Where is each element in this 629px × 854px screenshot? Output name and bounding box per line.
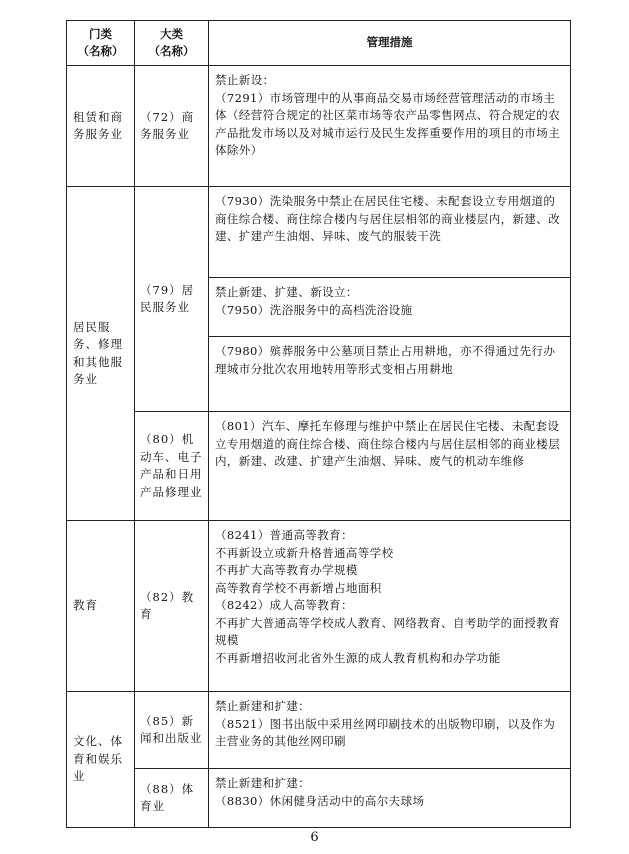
door-leasing: 租赁和商务服务业 <box>67 66 135 187</box>
table-row <box>67 187 571 278</box>
measure-7291: 禁止新设： （7291）市场管理中的从事商品交易市场经营管理活动的市场主体（经营符合规定的社区菜市场等农产品零售网点、符合规定的农产品批发市场以及对城市运行及民生发挥重要作用的项目的市场主体除外） <box>209 66 571 187</box>
measure-7950: 禁止新建、扩建、新设立： （7950）洗浴服务中的高档洗浴设施 <box>209 278 571 337</box>
policy-table-sheet <box>66 20 570 828</box>
category-88: （88）体育业 <box>135 769 209 828</box>
door-culture: 文化、体育和娱乐业 <box>67 692 135 828</box>
table-row <box>67 66 571 187</box>
page-number: 6 <box>310 830 319 845</box>
category-82: （82）教育 <box>135 521 209 692</box>
table-row <box>67 521 571 692</box>
category-72: （72）商务服务业 <box>135 66 209 187</box>
table-row <box>67 769 571 828</box>
policy-table <box>66 20 571 828</box>
category-80: （80）机动车、电子产品和日用产品修理业 <box>135 412 209 521</box>
door-education: 教育 <box>67 521 135 692</box>
table-row <box>67 692 571 769</box>
measure-824: （8241）普通高等教育： 不再新设立或新升格普通高等学校 不再扩大高等教育办学规模 高等教育学校不再新增占地面积 （8242）成人高等教育： 不再扩大普通高等学校成人教育、网络教育、自考助学的面授教育规模 不再新增招收河北省外生源的成人教育机构和办学功能 <box>209 521 571 692</box>
measure-7980: （7980）殡葬服务中公墓项目禁止占用耕地，亦不得通过先行办理城市分批次农用地转用等形式变相占用耕地 <box>209 337 571 412</box>
measure-801: （801）汽车、摩托车修理与维护中禁止在居民住宅楼、未配套设立专用烟道的商住综合楼、商住综合楼内与居住层相邻的商业楼层内，新建、改建、扩建产生油烟、异味、废气的机动车维修 <box>209 412 571 521</box>
category-79: （79）居民服务业 <box>135 187 209 412</box>
measure-7930: （7930）洗染服务中禁止在居民住宅楼、未配套设立专用烟道的商住综合楼、商住综合楼内与居住层相邻的商业楼层内，新建、改建、扩建产生油烟、异味、废气的服装干洗 <box>209 187 571 278</box>
category-85: （85）新闻和出版业 <box>135 692 209 769</box>
header-measures: 管理措施 <box>209 21 571 66</box>
measure-8521: 禁止新建和扩建： （8521）图书出版中采用丝网印刷技术的出版物印刷，以及作为主营业务的其他丝网印刷 <box>209 692 571 769</box>
door-resident: 居民服务、修理和其他服务业 <box>67 187 135 521</box>
header-door: 门类 （名称） <box>67 21 135 66</box>
header-category: 大类 （名称） <box>135 21 209 66</box>
table-row <box>67 412 571 521</box>
table-header-row <box>67 21 571 66</box>
measure-8830: 禁止新建和扩建： （8830）休闲健身活动中的高尔夫球场 <box>209 769 571 828</box>
